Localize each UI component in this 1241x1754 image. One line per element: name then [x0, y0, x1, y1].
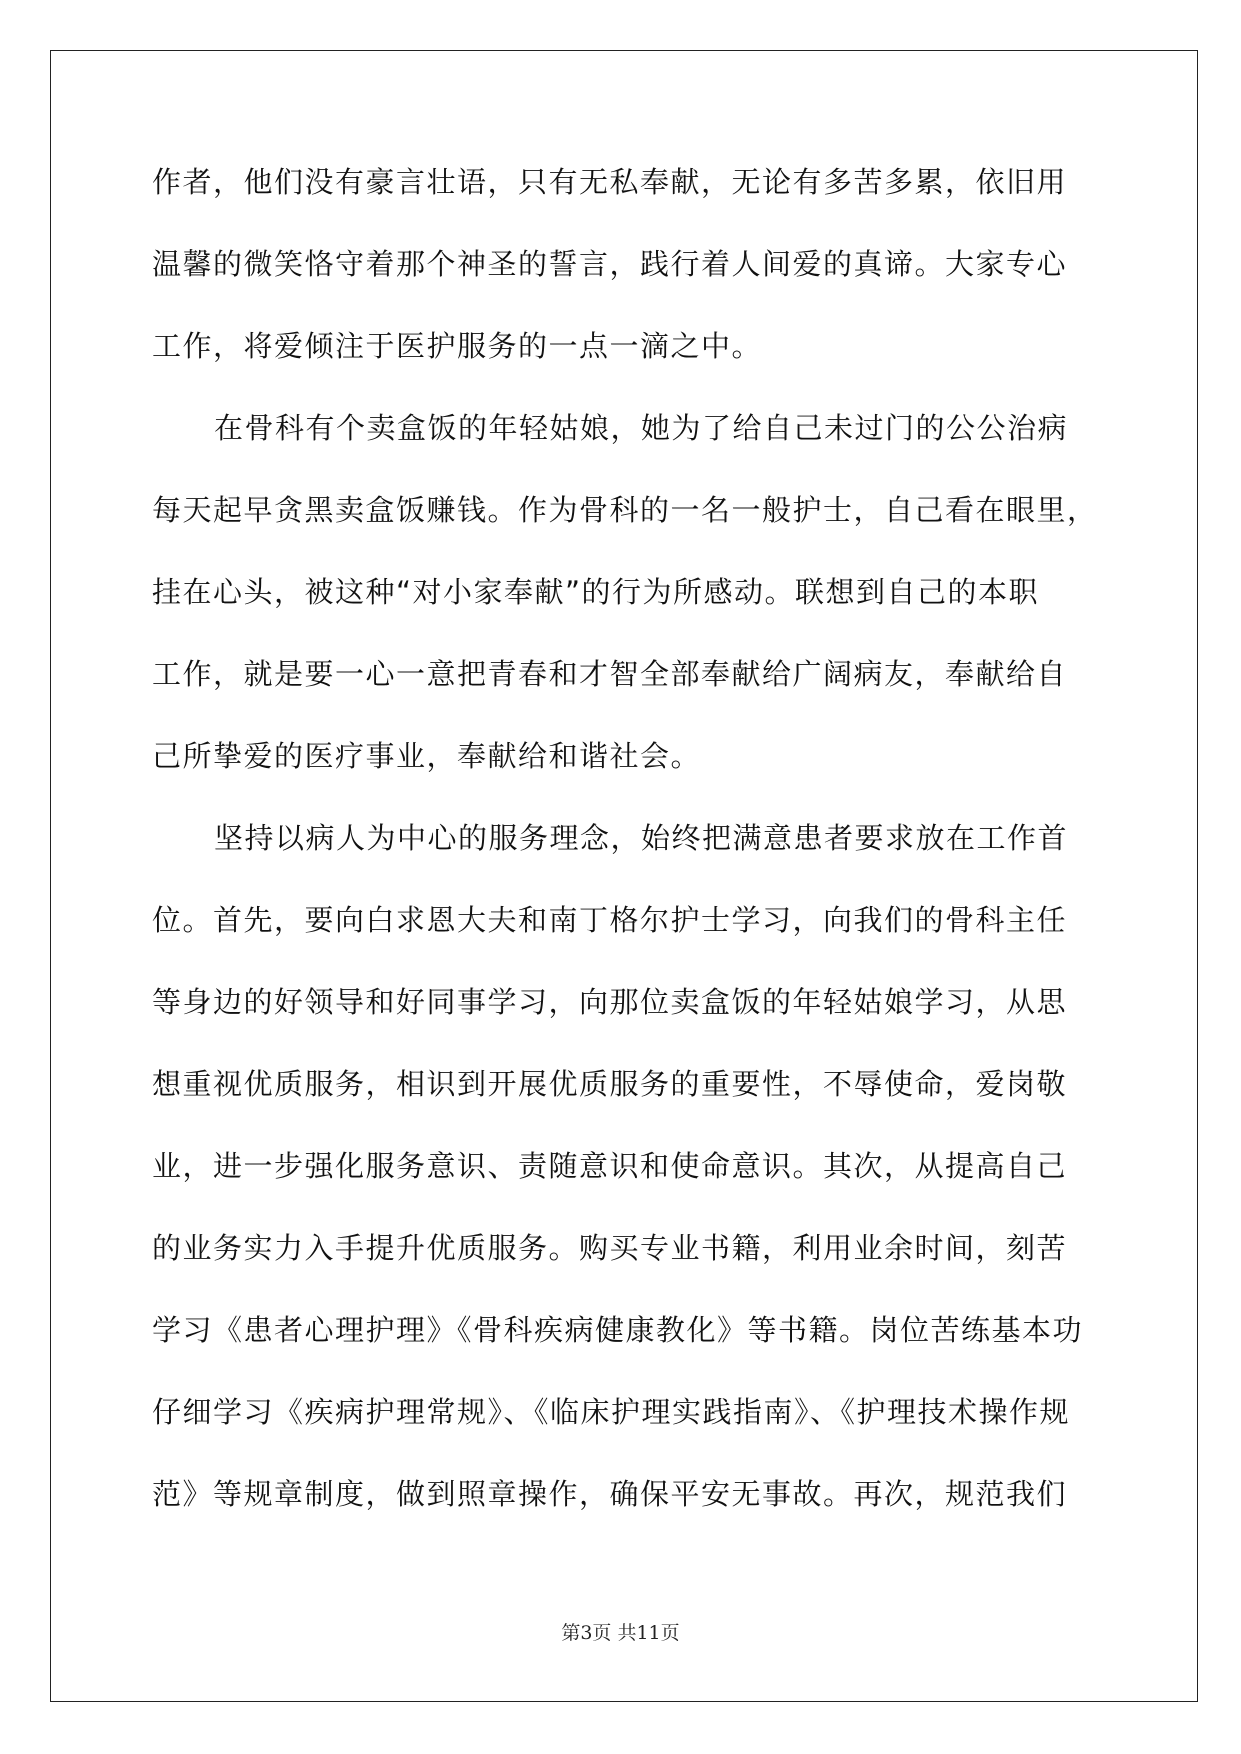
text-line: 在骨科有个卖盒饭的年轻姑娘，她为了给自己未过门的公公治病: [214, 411, 1069, 445]
text-line: 的业务实力入手提升优质服务。购买专业书籍，利用业余时间，刻苦: [152, 1231, 1068, 1265]
text-line: 温馨的微笑恪守着那个神圣的誓言，践行着人间爱的真谛。大家专心: [152, 247, 1068, 281]
text-line: 挂在心头，被这种“对小家奉献”的行为所感动。联想到自己的本职: [152, 575, 1040, 609]
text-line: 工作，就是要一心一意把青春和才智全部奉献给广阔病友，奉献给自: [152, 657, 1068, 691]
document-body: [152, 160, 1098, 1554]
text-line: 业，进一步强化服务意识、责随意识和使命意识。其次，从提高自己: [152, 1149, 1068, 1183]
text-line: 工作，将爱倾注于医护服务的一点一滴之中。: [152, 329, 763, 363]
text-line: 想重视优质服务，相识到开展优质服务的重要性，不辱使命，爱岗敬: [152, 1067, 1068, 1101]
text-line: 学习《患者心理护理》《骨科疾病健康教化》等书籍。岗位苦练基本功: [152, 1313, 1084, 1347]
text-line: 范》等规章制度，做到照章操作，确保平安无事故。再次，规范我们: [152, 1477, 1068, 1511]
text-line: 仔细学习《疾病护理常规》、《临床护理实践指南》、《护理技术操作规: [152, 1395, 1071, 1429]
page-number-footer: 第3页 共11页: [561, 1622, 680, 1644]
text-line: 坚持以病人为中心的服务理念，始终把满意患者要求放在工作首: [214, 821, 1069, 855]
text-line: 位。首先，要向白求恩大夫和南丁格尔护士学习，向我们的骨科主任: [152, 903, 1068, 937]
text-line: 己所挚爱的医疗事业，奉献给和谐社会。: [152, 739, 702, 773]
text-line: 每天起早贪黑卖盒饭赚钱。作为骨科的一名一般护士，自己看在眼里，: [152, 493, 1098, 527]
text-line: 等身边的好领导和好同事学习，向那位卖盒饭的年轻姑娘学习，从思: [152, 985, 1068, 1019]
text-line: 作者，他们没有豪言壮语，只有无私奉献，无论有多苦多累，依旧用: [152, 165, 1068, 199]
